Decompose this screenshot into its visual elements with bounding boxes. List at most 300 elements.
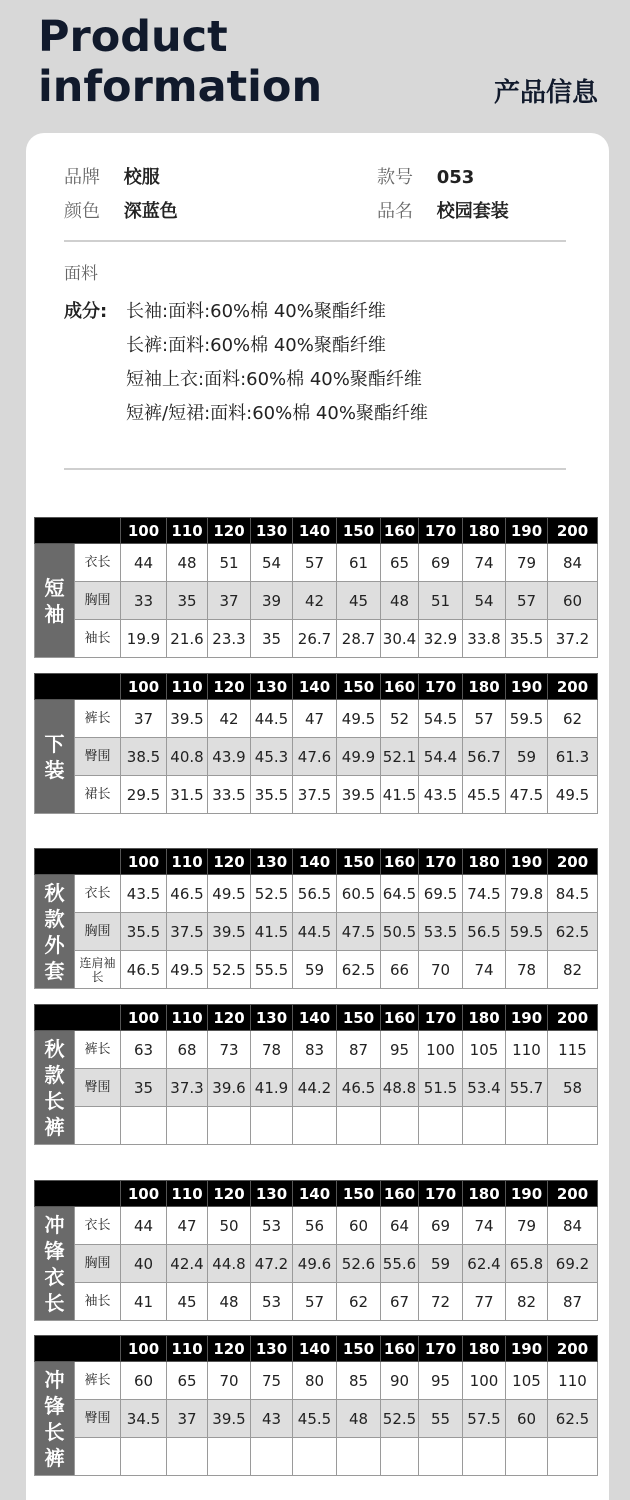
size-header-cell: 120	[208, 1181, 251, 1207]
size-value-cell: 84	[548, 1207, 598, 1245]
header-blank-cell	[35, 849, 121, 875]
size-value-cell	[548, 1107, 598, 1145]
size-value-cell: 62	[337, 1283, 381, 1321]
size-value-cell: 38.5	[121, 738, 167, 776]
size-value-cell: 57	[463, 700, 506, 738]
size-header-cell: 110	[167, 849, 208, 875]
size-value-cell: 37	[121, 700, 167, 738]
size-header-cell: 190	[506, 1336, 548, 1362]
table-row	[35, 913, 598, 951]
size-value-cell: 59.5	[506, 913, 548, 951]
table-row	[35, 582, 598, 620]
size-value-cell: 51	[419, 582, 463, 620]
table-row	[35, 620, 598, 658]
size-value-cell: 53	[251, 1283, 293, 1321]
size-value-cell: 41.9	[251, 1069, 293, 1107]
size-header-row	[35, 1336, 598, 1362]
size-value-cell	[167, 1438, 208, 1476]
size-value-cell: 79	[506, 544, 548, 582]
size-value-cell: 66	[381, 951, 419, 989]
size-value-cell: 39.5	[208, 1400, 251, 1438]
measurement-label: 袖长	[75, 1283, 121, 1321]
composition-line: 短裤/短裙:面料:60%棉 40%聚酯纤维	[126, 403, 428, 424]
size-value-cell: 74	[463, 951, 506, 989]
size-value-cell: 72	[419, 1283, 463, 1321]
size-header-cell: 150	[337, 849, 381, 875]
size-table	[34, 1180, 598, 1321]
size-value-cell: 39.5	[208, 913, 251, 951]
measurement-label: 袖长	[75, 620, 121, 658]
size-value-cell: 58	[548, 1069, 598, 1107]
table-row	[35, 738, 598, 776]
size-value-cell: 48.8	[381, 1069, 419, 1107]
size-value-cell: 54.5	[419, 700, 463, 738]
size-value-cell: 44.5	[251, 700, 293, 738]
size-header-cell: 150	[337, 518, 381, 544]
fabric-label: 面料	[64, 264, 98, 284]
size-value-cell: 47.2	[251, 1245, 293, 1283]
category-label: 冲锋长裤	[35, 1362, 75, 1476]
size-value-cell: 35.5	[121, 913, 167, 951]
size-value-cell: 28.7	[337, 620, 381, 658]
size-header-cell: 130	[251, 674, 293, 700]
size-value-cell: 37.5	[167, 913, 208, 951]
size-value-cell: 46.5	[167, 875, 208, 913]
size-value-cell: 60	[337, 1207, 381, 1245]
size-value-cell	[463, 1438, 506, 1476]
size-value-cell: 57	[293, 544, 337, 582]
size-value-cell: 31.5	[167, 776, 208, 814]
size-value-cell: 80	[293, 1362, 337, 1400]
size-header-cell: 120	[208, 1005, 251, 1031]
size-header-cell: 100	[121, 1181, 167, 1207]
size-value-cell: 30.4	[381, 620, 419, 658]
size-value-cell	[293, 1107, 337, 1145]
color-row	[64, 197, 178, 223]
size-header-cell: 100	[121, 1336, 167, 1362]
size-value-cell: 48	[337, 1400, 381, 1438]
size-header-cell: 110	[167, 1005, 208, 1031]
table-row	[35, 544, 598, 582]
table-row	[35, 875, 598, 913]
size-value-cell: 78	[506, 951, 548, 989]
size-value-cell: 34.5	[121, 1400, 167, 1438]
size-header-cell: 190	[506, 1181, 548, 1207]
size-value-cell: 47	[167, 1207, 208, 1245]
size-value-cell: 42	[293, 582, 337, 620]
size-value-cell: 33.8	[463, 620, 506, 658]
header-blank-cell	[35, 674, 121, 700]
size-value-cell: 54.4	[419, 738, 463, 776]
measurement-label: 臀围	[75, 1069, 121, 1107]
size-value-cell	[121, 1438, 167, 1476]
category-label: 秋款外套	[35, 875, 75, 989]
size-value-cell: 52.5	[208, 951, 251, 989]
size-value-cell	[419, 1107, 463, 1145]
size-value-cell: 69.2	[548, 1245, 598, 1283]
size-value-cell: 59	[293, 951, 337, 989]
category-label: 短袖	[35, 544, 75, 658]
size-value-cell	[548, 1438, 598, 1476]
category-label: 秋款长裤	[35, 1031, 75, 1145]
size-value-cell: 45.3	[251, 738, 293, 776]
size-value-cell: 45.5	[293, 1400, 337, 1438]
size-header-cell: 150	[337, 1181, 381, 1207]
size-header-cell: 200	[548, 518, 598, 544]
composition-line: 长裤:面料:60%棉 40%聚酯纤维	[126, 335, 386, 356]
size-value-cell: 40	[121, 1245, 167, 1283]
size-value-cell: 33.5	[208, 776, 251, 814]
size-value-cell: 90	[381, 1362, 419, 1400]
size-header-cell: 170	[419, 674, 463, 700]
size-table	[34, 673, 598, 814]
size-header-cell: 120	[208, 849, 251, 875]
measurement-label: 胸围	[75, 913, 121, 951]
measurement-label	[75, 1438, 121, 1476]
size-value-cell: 37.5	[293, 776, 337, 814]
size-value-cell: 52.5	[251, 875, 293, 913]
size-value-cell: 65.8	[506, 1245, 548, 1283]
size-value-cell: 44.2	[293, 1069, 337, 1107]
size-value-cell: 77	[463, 1283, 506, 1321]
size-value-cell: 62	[548, 700, 598, 738]
size-header-cell: 130	[251, 1005, 293, 1031]
size-header-cell: 170	[419, 1181, 463, 1207]
size-value-cell: 50.5	[381, 913, 419, 951]
size-value-cell: 49.5	[337, 700, 381, 738]
brand-label: 品牌	[64, 167, 100, 188]
category-label: 冲锋衣长	[35, 1207, 75, 1321]
size-value-cell: 78	[251, 1031, 293, 1069]
size-value-cell: 46.5	[337, 1069, 381, 1107]
table-row	[35, 1438, 598, 1476]
size-value-cell: 35	[121, 1069, 167, 1107]
size-value-cell: 35	[251, 620, 293, 658]
size-value-cell: 55	[419, 1400, 463, 1438]
brand-value: 校服	[123, 167, 160, 188]
size-value-cell: 55.5	[251, 951, 293, 989]
size-value-cell: 48	[167, 544, 208, 582]
size-header-cell: 140	[293, 674, 337, 700]
size-value-cell: 60	[548, 582, 598, 620]
measurement-label: 裙长	[75, 776, 121, 814]
style-value: 053	[436, 167, 475, 188]
size-header-cell: 170	[419, 1336, 463, 1362]
size-value-cell	[208, 1107, 251, 1145]
size-value-cell: 115	[548, 1031, 598, 1069]
size-header-cell: 120	[208, 674, 251, 700]
size-value-cell: 55.7	[506, 1069, 548, 1107]
size-value-cell: 48	[381, 582, 419, 620]
size-value-cell: 26.7	[293, 620, 337, 658]
size-header-cell: 170	[419, 518, 463, 544]
header-blank-cell	[35, 1181, 121, 1207]
size-value-cell: 21.6	[167, 620, 208, 658]
size-value-cell: 56.5	[293, 875, 337, 913]
measurement-label: 衣长	[75, 875, 121, 913]
divider-bottom	[64, 468, 566, 470]
size-value-cell: 51	[208, 544, 251, 582]
size-value-cell: 37.3	[167, 1069, 208, 1107]
measurement-label: 连肩袖长	[75, 951, 121, 989]
size-value-cell: 75	[251, 1362, 293, 1400]
size-value-cell: 37	[167, 1400, 208, 1438]
size-header-cell: 180	[463, 518, 506, 544]
english-title-line2: information	[38, 62, 323, 112]
measurement-label: 胸围	[75, 1245, 121, 1283]
size-value-cell: 73	[208, 1031, 251, 1069]
size-value-cell: 49.9	[337, 738, 381, 776]
size-header-cell: 110	[167, 1181, 208, 1207]
size-value-cell: 87	[337, 1031, 381, 1069]
english-title	[38, 12, 322, 112]
size-value-cell: 74.5	[463, 875, 506, 913]
size-header-row	[35, 1005, 598, 1031]
size-value-cell: 43.9	[208, 738, 251, 776]
size-value-cell	[337, 1107, 381, 1145]
size-value-cell: 57.5	[463, 1400, 506, 1438]
size-value-cell: 95	[419, 1362, 463, 1400]
size-header-cell: 130	[251, 1336, 293, 1362]
size-value-cell: 67	[381, 1283, 419, 1321]
size-value-cell: 32.9	[419, 620, 463, 658]
size-value-cell: 43.5	[419, 776, 463, 814]
size-value-cell: 52.5	[381, 1400, 419, 1438]
size-value-cell: 56.7	[463, 738, 506, 776]
size-value-cell: 49.5	[208, 875, 251, 913]
size-header-cell: 180	[463, 1336, 506, 1362]
size-header-cell: 100	[121, 1005, 167, 1031]
table-row	[35, 1245, 598, 1283]
size-value-cell: 39.6	[208, 1069, 251, 1107]
size-value-cell: 79	[506, 1207, 548, 1245]
size-value-cell: 43	[251, 1400, 293, 1438]
size-header-cell: 180	[463, 849, 506, 875]
measurement-label: 衣长	[75, 544, 121, 582]
size-header-cell: 190	[506, 1005, 548, 1031]
size-value-cell: 35	[167, 582, 208, 620]
table-row	[35, 700, 598, 738]
size-value-cell: 84.5	[548, 875, 598, 913]
size-header-cell: 100	[121, 849, 167, 875]
measurement-label: 裤长	[75, 1031, 121, 1069]
size-header-cell: 200	[548, 1005, 598, 1031]
size-value-cell: 45.5	[463, 776, 506, 814]
size-value-cell: 42	[208, 700, 251, 738]
header-blank-cell	[35, 1005, 121, 1031]
table-row	[35, 1069, 598, 1107]
size-value-cell: 105	[506, 1362, 548, 1400]
measurement-label: 胸围	[75, 582, 121, 620]
size-header-cell: 130	[251, 518, 293, 544]
size-value-cell: 62.5	[337, 951, 381, 989]
size-header-row	[35, 518, 598, 544]
category-label: 下装	[35, 700, 75, 814]
size-value-cell: 41.5	[251, 913, 293, 951]
size-header-cell: 160	[381, 674, 419, 700]
size-value-cell	[208, 1438, 251, 1476]
size-value-cell: 110	[506, 1031, 548, 1069]
size-header-row	[35, 849, 598, 875]
size-value-cell	[506, 1107, 548, 1145]
english-title-line1: Product	[38, 12, 228, 62]
size-header-cell: 160	[381, 518, 419, 544]
size-value-cell: 60	[121, 1362, 167, 1400]
size-header-cell: 150	[337, 1005, 381, 1031]
size-value-cell: 95	[381, 1031, 419, 1069]
size-header-cell: 190	[506, 849, 548, 875]
size-header-cell: 190	[506, 518, 548, 544]
size-header-cell: 110	[167, 674, 208, 700]
size-header-cell: 140	[293, 1005, 337, 1031]
size-header-cell: 200	[548, 674, 598, 700]
size-value-cell: 100	[419, 1031, 463, 1069]
name-label: 品名	[377, 201, 413, 222]
size-header-cell: 160	[381, 1336, 419, 1362]
measurement-label	[75, 1107, 121, 1145]
size-header-cell: 100	[121, 518, 167, 544]
size-value-cell: 60.5	[337, 875, 381, 913]
size-header-cell: 140	[293, 1181, 337, 1207]
size-value-cell: 37	[208, 582, 251, 620]
size-value-cell: 39.5	[167, 700, 208, 738]
color-label: 颜色	[64, 201, 100, 222]
size-header-cell: 180	[463, 1005, 506, 1031]
size-value-cell	[293, 1438, 337, 1476]
size-value-cell: 62.4	[463, 1245, 506, 1283]
size-value-cell: 65	[167, 1362, 208, 1400]
size-value-cell: 61.3	[548, 738, 598, 776]
size-header-cell: 180	[463, 674, 506, 700]
table-row	[35, 1400, 598, 1438]
size-value-cell: 85	[337, 1362, 381, 1400]
size-header-row	[35, 1181, 598, 1207]
color-value: 深蓝色	[123, 201, 178, 222]
size-value-cell: 47.5	[337, 913, 381, 951]
size-value-cell: 43.5	[121, 875, 167, 913]
size-value-cell: 79.8	[506, 875, 548, 913]
size-value-cell: 110	[548, 1362, 598, 1400]
style-row	[377, 163, 474, 189]
size-value-cell	[381, 1107, 419, 1145]
table-row	[35, 951, 598, 989]
size-value-cell: 70	[419, 951, 463, 989]
size-value-cell	[251, 1107, 293, 1145]
size-value-cell: 19.9	[121, 620, 167, 658]
size-value-cell: 52.1	[381, 738, 419, 776]
size-value-cell: 63	[121, 1031, 167, 1069]
size-value-cell: 74	[463, 1207, 506, 1245]
size-table	[34, 1335, 598, 1476]
size-header-cell: 180	[463, 1181, 506, 1207]
size-value-cell: 29.5	[121, 776, 167, 814]
size-value-cell: 33	[121, 582, 167, 620]
size-header-cell: 170	[419, 849, 463, 875]
size-value-cell: 57	[293, 1283, 337, 1321]
size-value-cell	[251, 1438, 293, 1476]
size-value-cell: 46.5	[121, 951, 167, 989]
size-value-cell: 51.5	[419, 1069, 463, 1107]
size-value-cell: 62.5	[548, 913, 598, 951]
size-value-cell: 53	[251, 1207, 293, 1245]
size-header-cell: 200	[548, 849, 598, 875]
size-value-cell: 59	[506, 738, 548, 776]
size-value-cell: 48	[208, 1283, 251, 1321]
size-value-cell	[463, 1107, 506, 1145]
size-value-cell	[419, 1438, 463, 1476]
measurement-label: 裤长	[75, 1362, 121, 1400]
size-value-cell: 84	[548, 544, 598, 582]
size-value-cell: 82	[548, 951, 598, 989]
size-value-cell: 61	[337, 544, 381, 582]
size-value-cell: 56	[293, 1207, 337, 1245]
size-value-cell: 47.6	[293, 738, 337, 776]
size-value-cell: 69	[419, 1207, 463, 1245]
size-value-cell: 41.5	[381, 776, 419, 814]
size-value-cell: 69.5	[419, 875, 463, 913]
size-header-cell: 160	[381, 1005, 419, 1031]
size-header-cell: 120	[208, 518, 251, 544]
divider-top	[64, 240, 566, 242]
size-header-row	[35, 674, 598, 700]
size-header-cell: 130	[251, 849, 293, 875]
table-row	[35, 1362, 598, 1400]
size-value-cell: 49.5	[548, 776, 598, 814]
size-header-cell: 110	[167, 518, 208, 544]
size-value-cell: 68	[167, 1031, 208, 1069]
size-value-cell: 37.2	[548, 620, 598, 658]
size-header-cell: 160	[381, 1181, 419, 1207]
size-value-cell: 64	[381, 1207, 419, 1245]
size-value-cell: 100	[463, 1362, 506, 1400]
size-value-cell: 35.5	[506, 620, 548, 658]
size-header-cell: 130	[251, 1181, 293, 1207]
size-value-cell: 52	[381, 700, 419, 738]
size-header-cell: 150	[337, 1336, 381, 1362]
size-value-cell: 74	[463, 544, 506, 582]
table-row	[35, 776, 598, 814]
measurement-label: 臀围	[75, 1400, 121, 1438]
measurement-label: 衣长	[75, 1207, 121, 1245]
size-header-cell: 200	[548, 1181, 598, 1207]
size-header-cell: 100	[121, 674, 167, 700]
size-value-cell: 45	[337, 582, 381, 620]
size-value-cell: 49.6	[293, 1245, 337, 1283]
brand-row	[64, 163, 160, 189]
header-blank-cell	[35, 1336, 121, 1362]
style-label: 款号	[377, 167, 413, 188]
size-value-cell: 54	[251, 544, 293, 582]
size-value-cell: 70	[208, 1362, 251, 1400]
chinese-title: 产品信息	[493, 78, 598, 108]
size-value-cell	[506, 1438, 548, 1476]
size-value-cell: 57	[506, 582, 548, 620]
size-table	[34, 848, 598, 989]
name-value: 校园套装	[436, 201, 509, 222]
table-row	[35, 1283, 598, 1321]
size-value-cell: 44	[121, 1207, 167, 1245]
size-table	[34, 1004, 598, 1145]
size-value-cell: 82	[506, 1283, 548, 1321]
size-value-cell	[381, 1438, 419, 1476]
size-header-cell: 140	[293, 518, 337, 544]
size-header-cell: 150	[337, 674, 381, 700]
size-value-cell: 47.5	[506, 776, 548, 814]
size-value-cell: 69	[419, 544, 463, 582]
size-value-cell: 39	[251, 582, 293, 620]
size-value-cell: 50	[208, 1207, 251, 1245]
size-value-cell: 39.5	[337, 776, 381, 814]
